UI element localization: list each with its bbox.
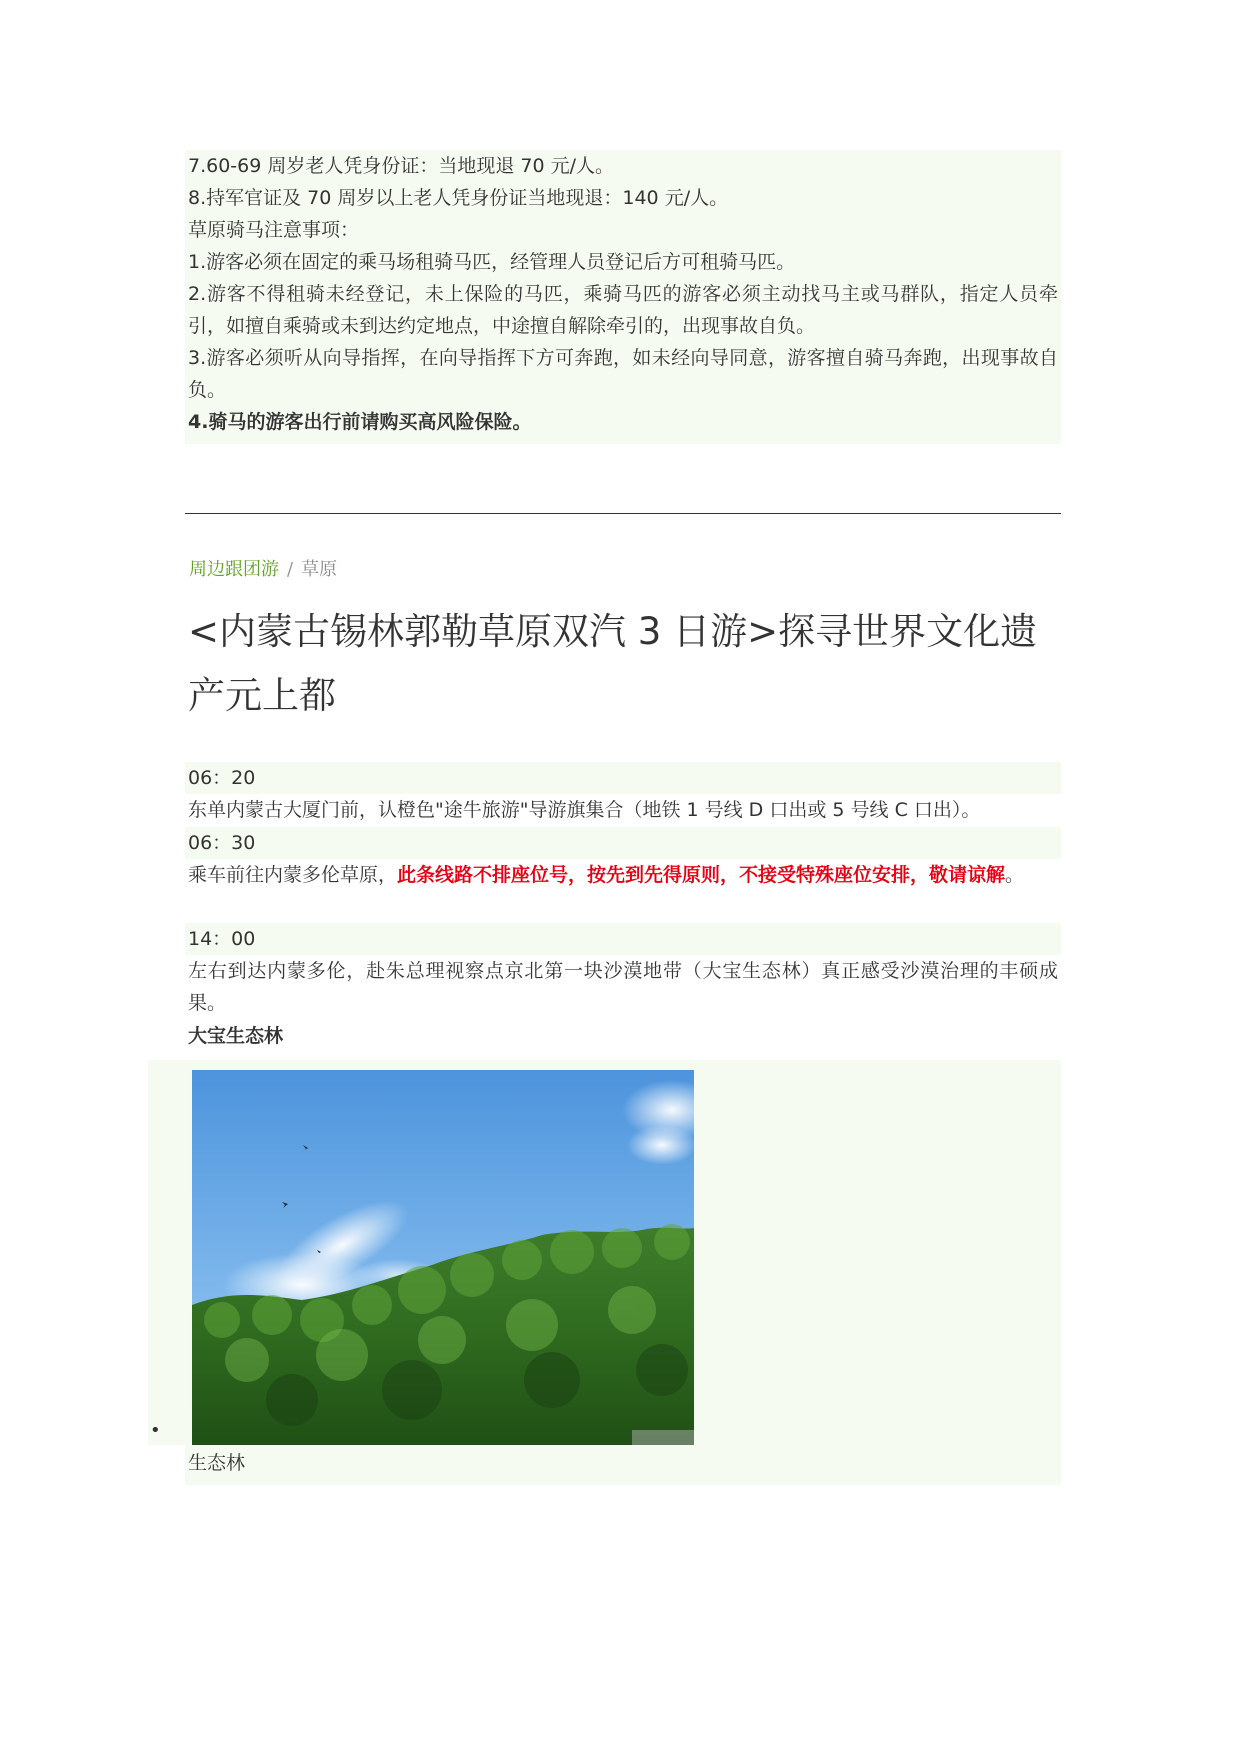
photo-caption: 生态林 (188, 1452, 246, 1474)
riding-rule-2: 2.游客不得租骑未经登记，未上保险的马匹，乘骑马匹的游客必须主动找马主或马群队，指定人员牵引，如擅自乘骑或未到达约定地点，中途擅自解除牵引的，出现事故自负。 (188, 283, 1058, 337)
itinerary-time-row (185, 923, 1061, 955)
breadcrumb (189, 556, 337, 584)
breadcrumb-separator: / (287, 559, 294, 580)
itinerary-text-plain: 乘车前往内蒙多伦草原， (188, 864, 398, 886)
itinerary-time: 06：30 (188, 832, 256, 854)
itinerary-time-row (185, 827, 1061, 859)
caption-row (185, 1445, 1061, 1485)
riding-rule-3: 3.游客必须听从向导指挥，在向导指挥下方可奔跑，如未经向导同意，游客擅自骑马奔跑，出现事故自负。 (188, 347, 1058, 401)
itinerary-text-row (185, 859, 1061, 891)
list-bullet: • (150, 1420, 161, 1441)
riding-rule-4: 4.骑马的游客出行前请购买高风险保险。 (188, 411, 532, 433)
page-title: <内蒙古锡林郭勒草原双汽 3 日游>探寻世界文化遗产元上都 (188, 610, 1038, 717)
discount-item-8: 8.持军官证及 70 周岁以上老人凭身份证当地现退：140 元/人。 (188, 187, 729, 209)
section-divider (185, 513, 1061, 514)
riding-notes-heading: 草原骑马注意事项： (188, 219, 360, 241)
itinerary-time-row (185, 762, 1061, 794)
itinerary-text: 左右到达内蒙多伦，赴朱总理视察点京北第一块沙漠地带（大宝生态林）真正感受沙漠治理的丰硕成果。 (188, 960, 1058, 1014)
itinerary-text-end: 。 (1005, 864, 1025, 886)
breadcrumb-link-group-tours[interactable]: 周边跟团游 (189, 559, 279, 580)
itinerary-time: 06：20 (188, 767, 256, 789)
discount-item-7: 7.60-69 周岁老人凭身份证：当地现退 70 元/人。 (188, 155, 615, 177)
seating-warning: 此条线路不排座位号，按先到先得原则，不接受特殊座位安排，敬请谅解 (397, 864, 1006, 886)
itinerary-text-row (185, 955, 1061, 1019)
itinerary-text: 东单内蒙古大厦门前，认橙色"途牛旅游"导游旗集合（地铁 1 号线 D 口出或 5 号线 C 口出）。 (188, 799, 981, 821)
itinerary-time: 14：00 (188, 928, 256, 950)
itinerary-text (185, 859, 1058, 891)
riding-rule-1: 1.游客必须在固定的乘马场租骑马匹，经管理人员登记后方可租骑马匹。 (188, 251, 796, 273)
itinerary-text-row (185, 794, 1061, 826)
spot-title-row (185, 1020, 1061, 1052)
ecological-forest-photo (192, 1070, 694, 1446)
breadcrumb-current: 草原 (301, 559, 338, 580)
notes-block (185, 150, 1061, 444)
spot-title: 大宝生态林 (188, 1025, 284, 1047)
